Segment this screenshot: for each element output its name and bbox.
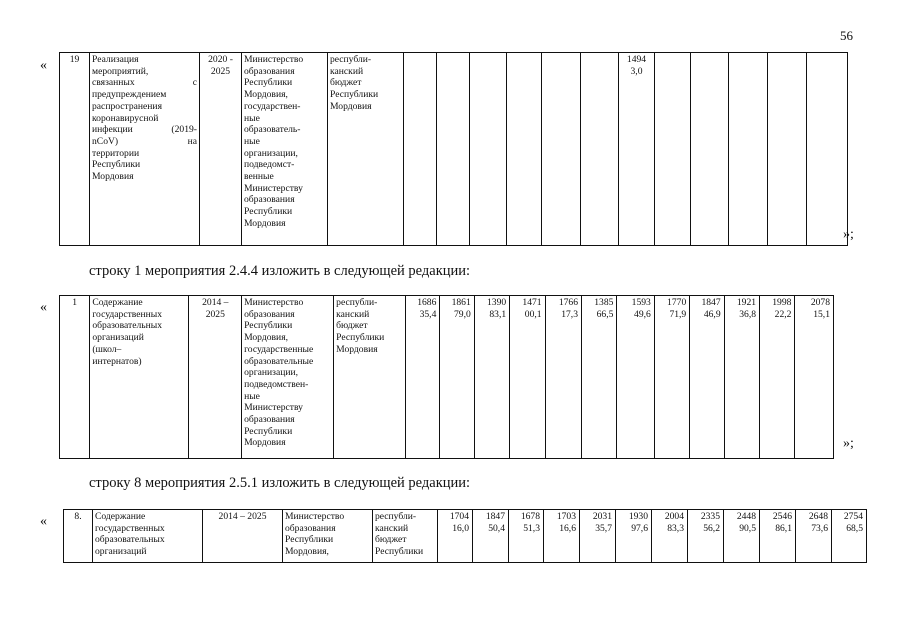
- value-cell: 2031 35,7: [580, 510, 616, 563]
- value-cell: [729, 53, 768, 246]
- executor: Министерство образования Республики Мордовия, государственные образовательные организации, подведомствен- ные Министерству образования Республики Мордовия: [242, 296, 334, 459]
- funding-source: республи- канский бюджет Республики Мордовия: [328, 53, 404, 246]
- instruction-2: строку 8 мероприятия 2.5.1 изложить в следующей редакции:: [89, 475, 471, 491]
- executor: Министерство образования Республики Мордовия,: [283, 510, 373, 563]
- value-cell: 2335 56,2: [688, 510, 724, 563]
- table-row: [60, 296, 834, 459]
- period: 2020 - 2025: [200, 53, 242, 246]
- value-cell: [581, 53, 619, 246]
- quote-open-2: «: [40, 300, 47, 315]
- value-cell: 1921 36,8: [724, 296, 759, 459]
- value-cell: 1703 16,6: [544, 510, 580, 563]
- measure-name: Содержание государственных образовательных организаций: [93, 510, 203, 563]
- value-cell: 1861 79,0: [440, 296, 474, 459]
- program-table-row-8: [63, 509, 867, 563]
- funding-source: республи- канский бюджет Республики Мордовия: [334, 296, 406, 459]
- row-number: 8.: [64, 510, 93, 563]
- value-cell: [807, 53, 848, 246]
- value-cell: 1770 71,9: [654, 296, 689, 459]
- quote-open-3: «: [40, 514, 47, 529]
- value-cell: [404, 53, 437, 246]
- page-number: 56: [840, 28, 853, 43]
- value-cell: 2648 73,6: [796, 510, 832, 563]
- value-cell: 1494 3,0: [619, 53, 655, 246]
- table-row: [60, 53, 848, 246]
- value-cell: 1686 35,4: [405, 296, 439, 459]
- value-cell: [542, 53, 581, 246]
- quote-open-1: «: [40, 58, 47, 73]
- value-cell: 1766 17,3: [545, 296, 581, 459]
- program-table-row-19: [59, 52, 848, 246]
- value-cell: 1471 00,1: [510, 296, 545, 459]
- value-cell: 2754 68,5: [832, 510, 867, 563]
- funding-source: республи- канский бюджет Республики: [373, 510, 438, 563]
- value-cell: [691, 53, 729, 246]
- value-cell: 1847 50,4: [473, 510, 509, 563]
- value-cell: 1998 22,2: [760, 296, 795, 459]
- value-cell: 1593 49,6: [617, 296, 654, 459]
- value-cell: 2004 83,3: [652, 510, 688, 563]
- value-cell: 1847 46,9: [690, 296, 724, 459]
- value-cell: 1930 97,6: [616, 510, 652, 563]
- value-cell: 1385 66,5: [582, 296, 617, 459]
- instruction-1: строку 1 мероприятия 2.4.4 изложить в следующей редакции:: [89, 263, 471, 279]
- row-number: 19: [60, 53, 90, 246]
- measure-name: Содержание государственных образовательных организаций (школ– интернатов): [90, 296, 189, 459]
- period: 2014 – 2025: [203, 510, 283, 563]
- row-number: 1: [60, 296, 90, 459]
- value-cell: [655, 53, 691, 246]
- value-cell: [470, 53, 507, 246]
- table-row: [64, 510, 867, 563]
- value-cell: [768, 53, 807, 246]
- value-cell: 2448 90,5: [724, 510, 760, 563]
- value-cell: 2546 86,1: [760, 510, 796, 563]
- value-cell: 2078 15,1: [795, 296, 834, 459]
- quote-close-2: »;: [843, 436, 854, 451]
- program-table-row-1: [59, 295, 834, 459]
- value-cell: 1678 51,3: [509, 510, 544, 563]
- value-cell: [507, 53, 542, 246]
- measure-name: Реализация мероприятий, связанных с предупреждением распространения коронавирусной инфекции (2019- nCoV) на территории Республики Мордовия: [90, 53, 200, 246]
- value-cell: 1390 83,1: [474, 296, 509, 459]
- value-cell: [437, 53, 470, 246]
- value-cell: 1704 16,0: [438, 510, 473, 563]
- quote-close-1: »;: [843, 227, 854, 242]
- executor: Министерство образования Республики Мордовия, государствен- ные образователь- ные организации, подведомст- венные Министерству образования Республики Мордовия: [242, 53, 328, 246]
- period: 2014 – 2025: [189, 296, 242, 459]
